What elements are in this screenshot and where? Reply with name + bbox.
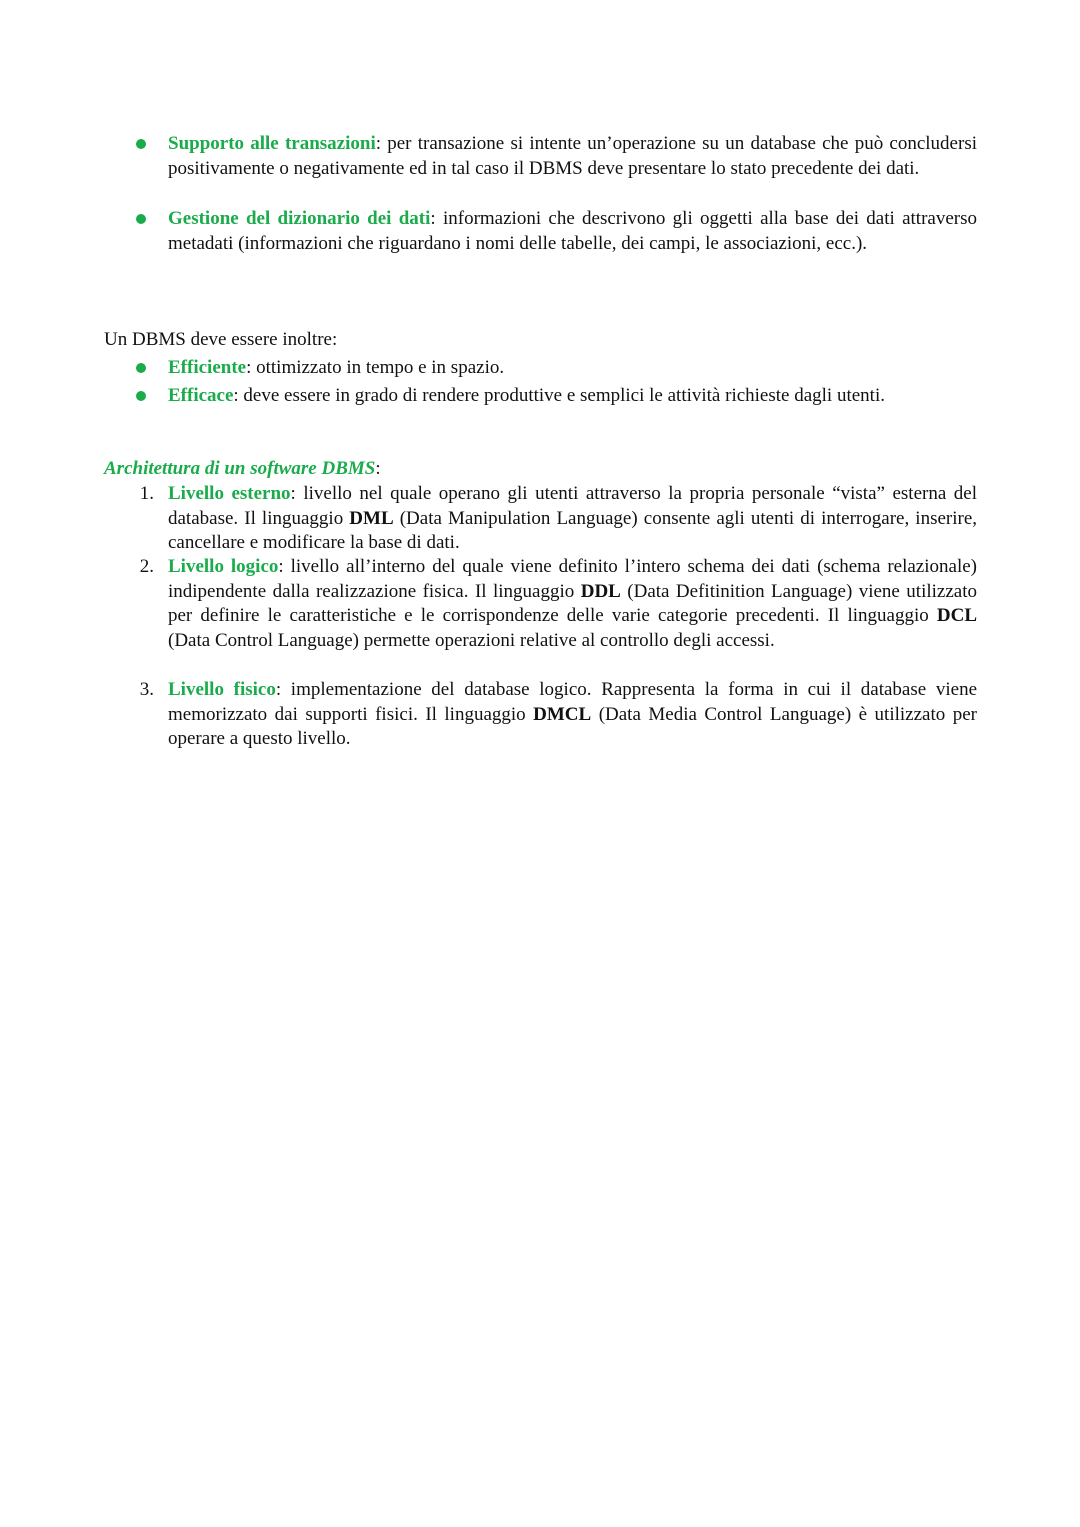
- list-item-transactions: [168, 132, 977, 181]
- text-efficient: : ottimizzato in tempo e in spazio.: [246, 357, 505, 378]
- term-transactions: Supporto alle transazioni: [168, 133, 376, 154]
- heading-colon: :: [375, 458, 381, 479]
- term-dictionary: Gestione del dizionario dei dati: [168, 208, 431, 229]
- bullet-dot: [136, 139, 146, 149]
- bullet-dot: [136, 363, 146, 373]
- acronym-dml: DML: [349, 507, 394, 529]
- term-level-logical: Livello logico: [168, 556, 279, 577]
- text-level-external-a: : livello nel quale operano gli utenti attraverso la propria personale “vista” esterna del database. Il linguaggio: [168, 483, 977, 529]
- heading-text: Architettura di un software DBMS: [104, 458, 376, 479]
- text-level-logical-b: (Data Defitinition Language) viene utilizzato per definire le caratteristiche e le corrispondenze delle varie categorie precedenti. Il linguaggio: [168, 580, 977, 626]
- acronym-dmcl: DMCL: [533, 703, 592, 725]
- text-level-logical-c: (Data Control Language) permette operazioni relative al controllo degli accessi.: [168, 629, 775, 651]
- acronym-ddl: DDL: [580, 580, 621, 602]
- list-number: 2.: [139, 556, 154, 577]
- text-dictionary: : informazioni che descrivono gli oggetti alla base dei dati attraverso metadati (informazioni che riguardano i nomi delle tabelle, dei campi, le associazioni, ecc.).: [168, 208, 977, 254]
- text-transactions: : per transazione si intente un’operazione su un database che può concludersi positivamente o negativamente ed in tal caso il DBMS deve presentare lo stato precedente dei dati.: [168, 133, 977, 179]
- term-effective: Efficace: [168, 385, 234, 406]
- text-effective: : deve essere in grado di rendere produttive e semplici le attività richieste dagli utenti.: [233, 385, 885, 406]
- term-level-physical: Livello fisico: [168, 679, 276, 700]
- acronym-dcl: DCL: [936, 605, 977, 626]
- text-level-physical-a: : implementazione del database logico. Rappresenta la forma in cui il database viene memorizzato dai supporti fisici. Il linguaggio: [168, 679, 978, 725]
- section-heading-architecture: [104, 457, 381, 482]
- term-efficient: Efficiente: [168, 357, 247, 378]
- text-level-external-b: (Data Manipulation Language) consente agli utenti di interrogare, inserire, cancellare e modificare la base di dati.: [168, 507, 978, 553]
- list-number: 1.: [139, 483, 154, 504]
- list-number: 3.: [139, 679, 154, 700]
- list-item-efficient: [168, 356, 977, 381]
- list-item-level-external: [168, 482, 977, 556]
- text-level-physical-b: (Data Media Control Language) è utilizzato per operare a questo livello.: [168, 703, 977, 749]
- list-item-level-physical: [168, 678, 977, 752]
- bullet-dot: [136, 214, 146, 224]
- list-item-level-logical: [168, 555, 977, 653]
- list-item-dictionary: [168, 207, 977, 256]
- intro-paragraph: Un DBMS deve essere inoltre:: [104, 329, 338, 350]
- term-level-external: Livello esterno: [168, 483, 291, 504]
- text-level-logical-a: : livello all’interno del quale viene definito l’intero schema dei dati (schema relazionale) indipendente dalla realizzazione fisica. Il linguaggio: [168, 556, 977, 602]
- bullet-dot: [136, 391, 146, 401]
- list-item-effective: [168, 384, 977, 409]
